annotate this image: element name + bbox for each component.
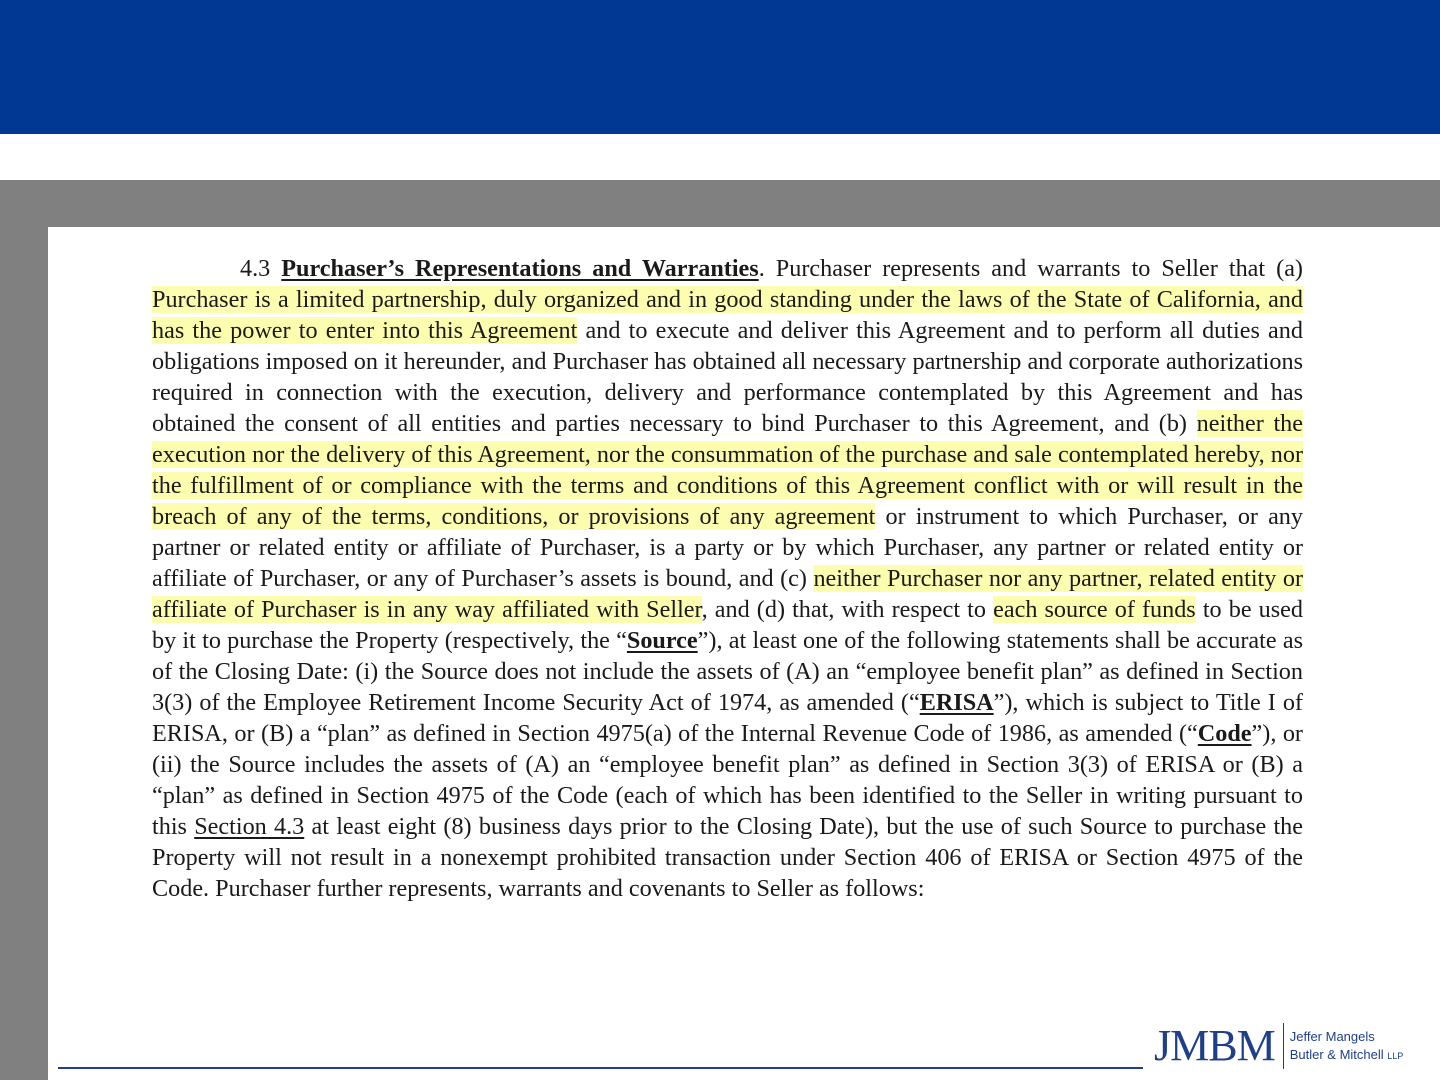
- highlight-organization: Purchaser is a limited partnership, duly organized and in good standing under the laws of the State of California, and has the power to enter into this Agreement: [152, 286, 1303, 344]
- defined-term-erisa: ERISA: [919, 689, 994, 716]
- section-reference: Section 4.3: [194, 813, 305, 840]
- contract-clause: [152, 253, 1303, 904]
- highlight-source-of-funds: each source of funds: [993, 596, 1196, 623]
- logo-mark: JMBM: [1154, 1021, 1275, 1070]
- header-bar: [0, 0, 1440, 134]
- footer-rule: [58, 1067, 1143, 1069]
- firm-name-line1: Jeffer Mangels: [1289, 1028, 1375, 1044]
- section-number: 4.3: [240, 255, 282, 282]
- defined-term-code: Code: [1197, 720, 1252, 747]
- clause-text: at least eight (8) business days prior to the Closing Date), but the use of such Source to purchase the Property will not result in a nonexempt prohibited transaction under Section 406 of ERISA or Section 4975 of the Code. Purchaser further represents, warrants and covenants to Seller as follows:: [152, 813, 1303, 902]
- section-heading: Purchaser’s Representations and Warranties: [281, 255, 759, 282]
- clause-text: . Purchaser represents and warrants to Seller that (a): [758, 255, 1303, 282]
- clause-text: or instrument to which Purchaser, or any partner or related entity or affiliate of Purchaser, is a party or by which Purchaser, any partner or related entity or affiliate of Purchaser, or any of Purchaser’s assets is bound, and (c): [152, 503, 1303, 592]
- firm-name: [1290, 1028, 1404, 1065]
- firm-suffix: LLP: [1387, 1050, 1404, 1061]
- clause-text: , and (d) that, with respect to: [701, 596, 994, 623]
- clause-text: and to execute and deliver this Agreement and to perform all duties and obligations imposed on it hereunder, and Purchaser has obtained all necessary partnership and corporate authorizations required in connection with the execution, delivery and performance contemplated by this Agreement and has obtained the consent of all entities and parties necessary to bind Purchaser to this Agreement, and (b): [152, 317, 1303, 437]
- clause-text: ”), or (ii) the Source includes the assets of (A) an “employee benefit plan” as defined in Section 3(3) of ERISA or (B) a “plan” as defined in Section 4975 of the Code (each of which has been identified to the Seller in writing pursuant to this: [152, 720, 1303, 840]
- firm-logo: [1154, 1020, 1403, 1072]
- highlight-no-conflict: neither the execution nor the delivery of this Agreement, nor the consummation of the purchase and sale contemplated hereby, nor the fulfillment of or compliance with the terms and conditions of this Agreement conflict with or will result in the breach of any of the terms, conditions, or provisions of any agreement: [152, 410, 1303, 530]
- logo-divider: [1283, 1023, 1284, 1069]
- firm-name-line2: Butler & Mitchell: [1289, 1046, 1384, 1062]
- clause-text: ”), which is subject to Title I of ERISA, or (B) a “plan” as defined in Section 4975(a) of the Internal Revenue Code of 1986, as amended (“: [152, 689, 1303, 747]
- highlight-not-affiliated: neither Purchaser nor any partner, related entity or affiliate of Purchaser is in any way affiliated with Seller: [152, 565, 1303, 623]
- clause-text: ”), at least one of the following statements shall be accurate as of the Closing Date: (i) the Source does not include the assets of (A) an “employee benefit plan” as defined in Section 3(3) of the Employee Retirement Income Security Act of 1974, as amended (“: [152, 627, 1303, 716]
- defined-term-source: Source: [626, 627, 698, 654]
- clause-text: to be used by it to purchase the Property (respectively, the “: [152, 596, 1304, 654]
